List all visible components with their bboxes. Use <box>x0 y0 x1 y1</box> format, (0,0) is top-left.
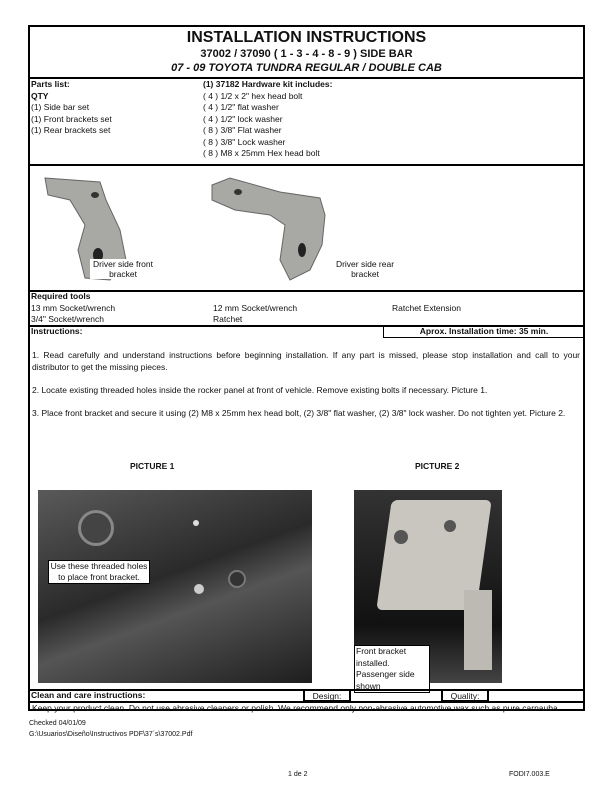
page-number: 1 de 2 <box>288 771 308 778</box>
picture-2-photo <box>354 490 502 691</box>
part-item: (1) Rear brackets set <box>31 125 111 135</box>
tools-heading: Required tools <box>31 291 91 301</box>
parts-list <box>31 79 112 137</box>
hardware-kit <box>203 79 332 160</box>
rear-bracket-image <box>210 170 350 285</box>
picture-2-caption: Front bracket installed. Passenger side shown <box>354 645 430 693</box>
care-heading: Clean and care instructions: <box>31 690 146 700</box>
front-bracket-label: Driver side front bracket <box>90 259 156 279</box>
installation-time: Aprox. Installation time: 35 min. <box>383 326 584 338</box>
checked-date: Checked 04/01/09 <box>29 720 86 727</box>
tool-item: Ratchet <box>213 314 243 324</box>
picture-1-photo <box>38 490 312 683</box>
picture-2-title: PICTURE 2 <box>415 461 460 471</box>
tool-item: 12 mm Socket/wrench <box>213 303 298 313</box>
title: INSTALLATION INSTRUCTIONS <box>186 29 427 46</box>
care-text: Keep your product clean. Do not use abrasive cleaners or polish. We recommend only non-abrasive automotive wax such as pure carnauba. <box>32 703 561 713</box>
kit-item: ( 8 ) 3/8" Flat washer <box>203 125 282 135</box>
design-field: Design: <box>303 689 351 702</box>
kit-item: ( 4 ) 1/2 x 2" hex head bolt <box>203 90 303 101</box>
parts-heading: Parts list: <box>31 79 70 89</box>
instructions-heading: Instructions: <box>31 326 83 336</box>
subtitle: 37002 / 37090 ( 1 - 3 - 4 - 8 - 9 ) SIDE BAR <box>200 48 413 60</box>
qty-heading: QTY <box>31 90 49 101</box>
rear-bracket-label: Driver side rear bracket <box>330 259 400 279</box>
vehicle: 07 - 09 TOYOTA TUNDRA REGULAR / DOUBLE CAB <box>171 62 442 74</box>
step-2: 2. Locate existing threaded holes inside the rocker panel at front of vehicle. Remove existing bolts if necessary. Picture 1. <box>32 385 488 395</box>
picture-1-caption: Use these threaded holes to place front bracket. <box>48 560 150 584</box>
step-3: 3. Place front bracket and secure it using (2) M8 x 25mm hex head bolt, (2) 3/8" flat washer, (2) 3/8" lock washer. Do not tighten yet. Picture 2. <box>32 408 566 418</box>
kit-item: ( 8 ) 3/8" Lock washer <box>203 136 286 147</box>
kit-item: ( 8 ) M8 x 25mm Hex head bolt <box>203 148 320 158</box>
kit-item: ( 4 ) 1/2" lock washer <box>203 113 283 124</box>
picture-1-title: PICTURE 1 <box>130 461 175 471</box>
tool-item: 3/4" Socket/wrench <box>31 314 104 324</box>
tool-item: Ratchet Extension <box>392 303 461 313</box>
part-item: (1) Front brackets set <box>31 113 112 124</box>
part-item: (1) Side bar set <box>31 102 90 112</box>
kit-heading: (1) 37182 Hardware kit includes: <box>203 79 333 89</box>
form-code: FODI7.003.E <box>509 771 550 778</box>
quality-field: Quality: <box>441 689 489 702</box>
step-1: 1. Read carefully and understand instructions before beginning installation. If any part is missed, please stop installation and call to your distributor to get the missing pieces. <box>32 350 580 372</box>
file-path: G:\Usuarios\Diseño\Instructivos PDF\37´s\37002.Pdf <box>29 731 193 738</box>
tool-item: 13 mm Socket/wrench <box>31 303 116 313</box>
instruction-sheet <box>28 25 585 711</box>
kit-item: ( 4 ) 1/2" flat washer <box>203 102 279 112</box>
footer-info <box>29 718 192 740</box>
